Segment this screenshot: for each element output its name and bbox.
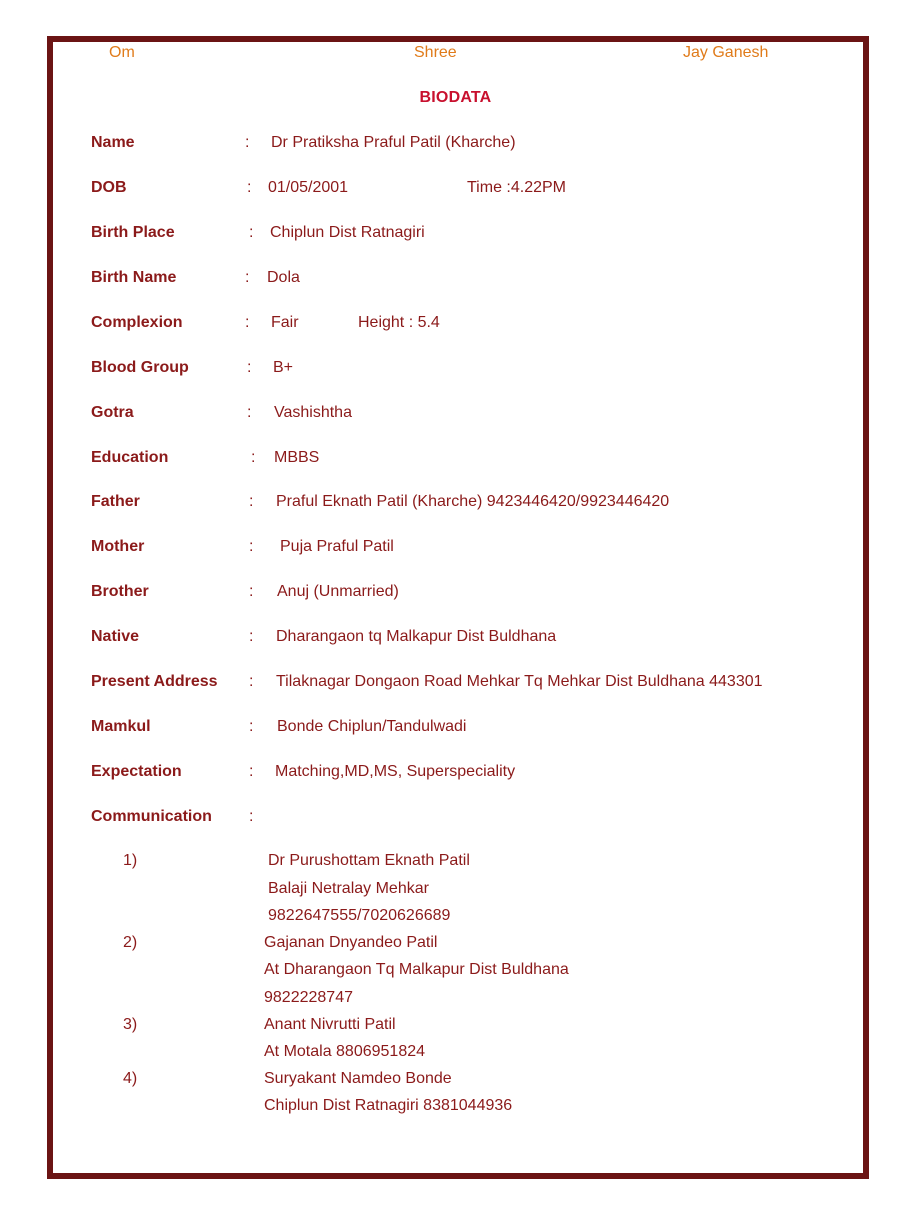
present-address-value: Tilaknagar Dongaon Road Mehkar Tq Mehkar Dist Buldhana 443301 xyxy=(276,673,763,690)
blood-group-colon: : xyxy=(247,359,252,376)
gotra-label: Gotra xyxy=(91,404,134,421)
contact-line: Gajanan Dnyandeo Patil xyxy=(264,934,438,951)
height-value: Height : 5.4 xyxy=(358,314,440,331)
gotra-colon: : xyxy=(247,404,252,421)
mother-value: Puja Praful Patil xyxy=(280,538,394,555)
name-colon: : xyxy=(245,134,250,151)
mamkul-label: Mamkul xyxy=(91,718,151,735)
contact-number: 2) xyxy=(123,934,138,951)
complexion-colon: : xyxy=(245,314,250,331)
dob-colon: : xyxy=(247,179,252,196)
present-address-label: Present Address xyxy=(91,673,218,690)
father-value: Praful Eknath Patil (Kharche) 9423446420/9923446420 xyxy=(276,493,670,510)
contact-line: 9822647555/7020626689 xyxy=(268,907,451,924)
communication-label: Communication xyxy=(91,808,212,825)
brother-label: Brother xyxy=(91,583,149,600)
dob-label: DOB xyxy=(91,179,127,196)
father-colon: : xyxy=(249,493,254,510)
contact-line: At Motala 8806951824 xyxy=(264,1043,426,1060)
complexion-label: Complexion xyxy=(91,314,183,331)
expectation-colon: : xyxy=(249,763,254,780)
complexion-value: Fair xyxy=(271,314,299,331)
brother-colon: : xyxy=(249,583,254,600)
father-label: Father xyxy=(91,493,140,510)
native-value: Dharangaon tq Malkapur Dist Buldhana xyxy=(276,628,557,645)
name-value: Dr Pratiksha Praful Patil (Kharche) xyxy=(271,134,516,151)
education-label: Education xyxy=(91,449,169,466)
birth-name-label: Birth Name xyxy=(91,269,177,286)
education-colon: : xyxy=(251,449,256,466)
contact-line: Dr Purushottam Eknath Patil xyxy=(268,852,470,869)
mamkul-colon: : xyxy=(249,718,254,735)
birth-name-value: Dola xyxy=(267,269,300,286)
contact-number: 4) xyxy=(123,1070,138,1087)
education-value: MBBS xyxy=(274,449,320,466)
page-border xyxy=(47,36,869,1179)
invocation-shree: Shree xyxy=(414,44,457,61)
mother-label: Mother xyxy=(91,538,145,555)
invocation-om: Om xyxy=(109,44,135,61)
birth-name-colon: : xyxy=(245,269,250,286)
blood-group-value: B+ xyxy=(273,359,294,376)
contact-line: Chiplun Dist Ratnagiri 8381044936 xyxy=(264,1097,513,1114)
contact-line: At Dharangaon Tq Malkapur Dist Buldhana xyxy=(264,961,569,978)
contact-number: 3) xyxy=(123,1016,138,1033)
contact-line: Balaji Netralay Mehkar xyxy=(268,880,429,897)
communication-colon: : xyxy=(249,808,254,825)
invocation-jay-ganesh: Jay Ganesh xyxy=(683,44,769,61)
page-title: BIODATA xyxy=(419,89,492,106)
birth-place-value: Chiplun Dist Ratnagiri xyxy=(270,224,425,241)
mother-colon: : xyxy=(249,538,254,555)
contact-line: Suryakant Namdeo Bonde xyxy=(264,1070,452,1087)
brother-value: Anuj (Unmarried) xyxy=(277,583,399,600)
present-address-colon: : xyxy=(249,673,254,690)
mamkul-value: Bonde Chiplun/Tandulwadi xyxy=(277,718,467,735)
contact-line: Anant Nivrutti Patil xyxy=(264,1016,396,1033)
dob-value: 01/05/2001 xyxy=(268,179,349,196)
birth-time-value: Time :4.22PM xyxy=(467,179,566,196)
contact-number: 1) xyxy=(123,852,138,869)
gotra-value: Vashishtha xyxy=(274,404,352,421)
birth-place-colon: : xyxy=(249,224,254,241)
name-label: Name xyxy=(91,134,135,151)
native-label: Native xyxy=(91,628,140,645)
expectation-value: Matching,MD,MS, Superspeciality xyxy=(275,763,516,780)
birth-place-label: Birth Place xyxy=(91,224,175,241)
expectation-label: Expectation xyxy=(91,763,182,780)
contact-line: 9822228747 xyxy=(264,989,353,1006)
native-colon: : xyxy=(249,628,254,645)
blood-group-label: Blood Group xyxy=(91,359,189,376)
